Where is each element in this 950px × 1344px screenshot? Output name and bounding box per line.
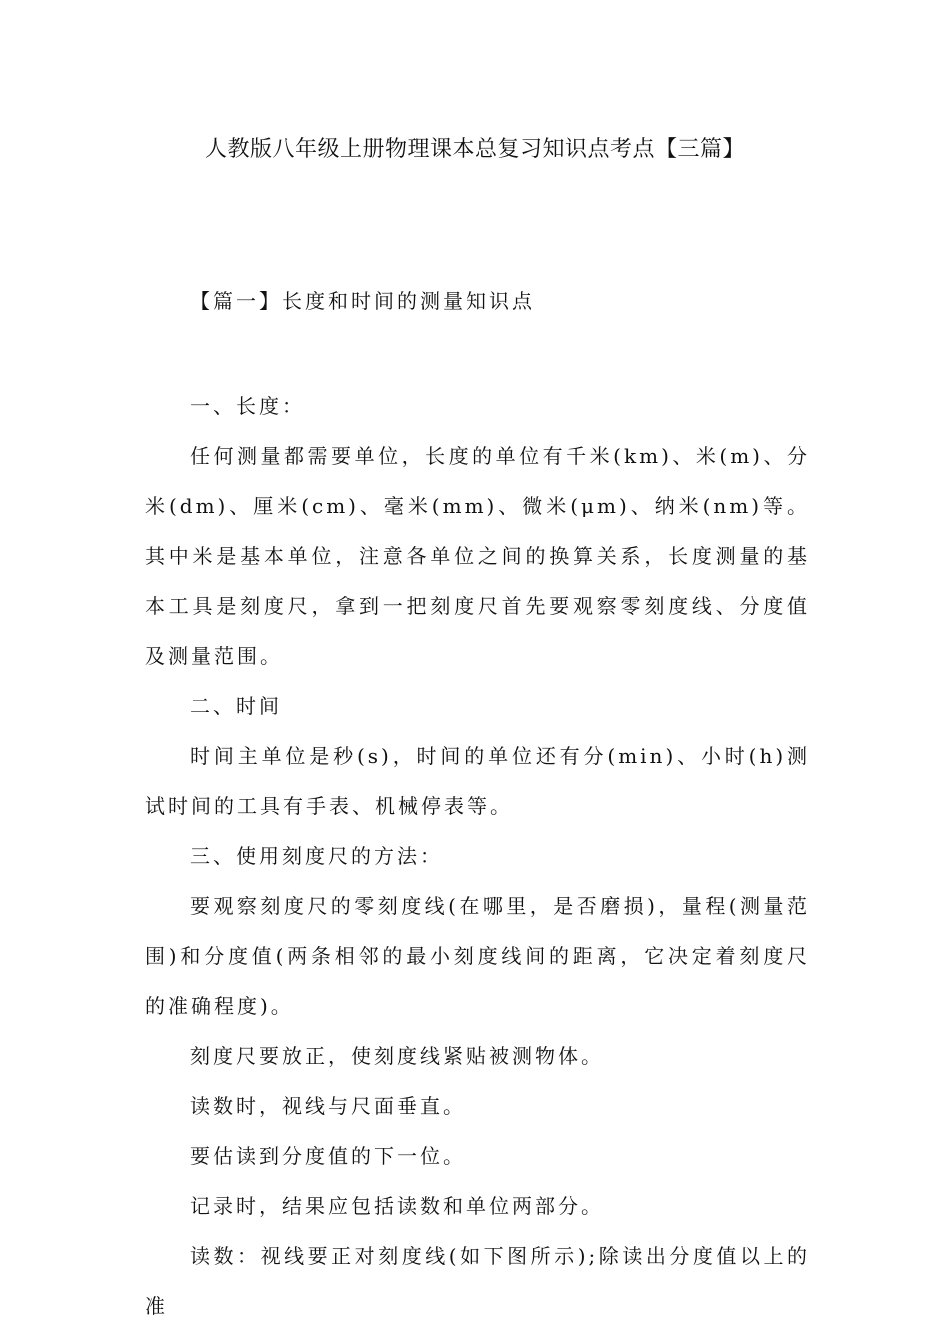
- subheading-ruler-method: 三、使用刻度尺的方法：: [190, 844, 443, 868]
- document-body: [145, 381, 810, 1331]
- paragraph-ruler-estimate: 要估读到分度值的下一位。: [190, 1144, 466, 1168]
- paragraph-time-units: 时间主单位是秒(s)，时间的单位还有分(min)、小时(h)测试时间的工具有手表、机械停表等。: [145, 744, 810, 818]
- paragraph-ruler-place: 刻度尺要放正，使刻度线紧贴被测物体。: [190, 1044, 604, 1068]
- subheading-time: 二、时间: [190, 694, 282, 718]
- paragraph-length-units: 任何测量都需要单位，长度的单位有千米(km)、米(m)、分米(dm)、厘米(cm)、毫米(mm)、微米(μm)、纳米(nm)等。其中米是基本单位，注意各单位之间的换算关系，长度测量的基本工具是刻度尺，拿到一把刻度尺首先要观察零刻度线、分度值及测量范围。: [145, 444, 810, 668]
- document-title: 人教版八年级上册物理课本总复习知识点考点【三篇】: [204, 137, 745, 162]
- paragraph-ruler-record: 记录时，结果应包括读数和单位两部分。: [190, 1194, 604, 1218]
- subheading-length: 一、长度：: [190, 394, 305, 418]
- paragraph-ruler-observe: 要观察刻度尺的零刻度线(在哪里，是否磨损)，量程(测量范围)和分度值(两条相邻的最小刻度线间的距离，它决定着刻度尺的准确程度)。: [145, 894, 810, 1018]
- section-heading: 【篇一】长度和时间的测量知识点: [190, 289, 535, 313]
- paragraph-ruler-read: 读数时，视线与尺面垂直。: [190, 1094, 466, 1118]
- paragraph-ruler-reading: 读数：视线要正对刻度线(如下图所示);除读出分度值以上的准: [145, 1244, 810, 1318]
